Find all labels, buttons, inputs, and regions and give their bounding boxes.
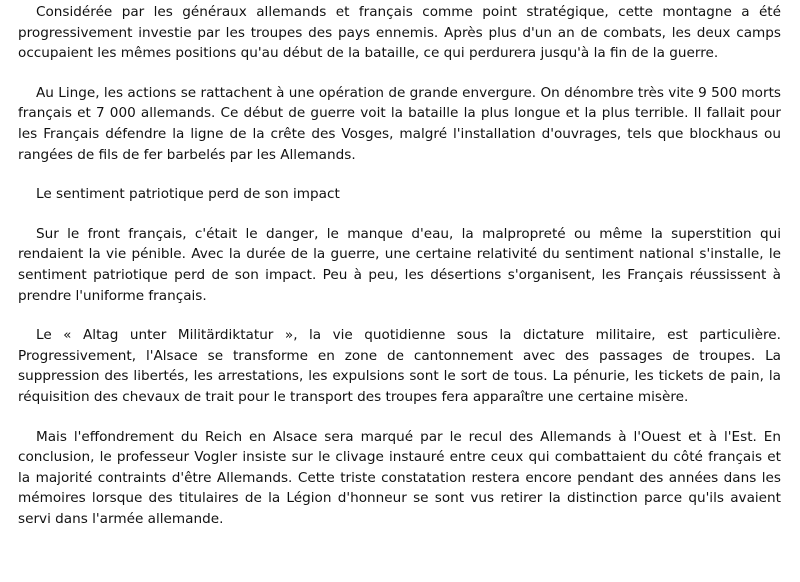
section-heading: Le sentiment patriotique perd de son impact [36, 186, 340, 203]
paragraph-strategic-mountain: Considérée par les généraux allemands et français comme point stratégique, cette montagne a été progressivement investie par les troupes des pays ennemis. Après plus d'un an de combats, les deux camps occupaient les mêmes positions qu'au début de la bataille, ce qui perdurera jusqu'à la fin de la guerre. [18, 4, 781, 62]
paragraph-reich-collapse: Mais l'effondrement du Reich en Alsace sera marqué par le recul des Allemands à l'Ouest et à l'Est. En conclusion, le professeur Vogler insiste sur le clivage instauré entre ceux qui combattaient du côté français et la majorité contraints d'être Allemands. Cette triste constatation restera encore pendant des années dans les mémoires lorsque des titulaires de la Légion d'honneur se sont vus retirer la distinction parce qu'ils avaient servi dans l'armée allemande. [18, 428, 781, 527]
paragraph-french-front: Sur le front français, c'était le danger, le manque d'eau, la malpropreté ou même la superstition qui rendaient la vie pénible. Avec la durée de la guerre, une certaine relativité du sentiment national s'installe, le sentiment patriotique perd de son impact. Peu à peu, les désertions s'organisent, les Français réussissent à prendre l'uniforme français. [18, 225, 781, 304]
paragraph-linge-battle: Au Linge, les actions se rattachent à une opération de grande envergure. On dénombre très vite 9 500 morts français et 7 000 allemands. Ce début de guerre voit la bataille la plus longue et la plus terrible. Il fallait pour les Français défendre la ligne de la crête des Vosges, malgré l'installation d'ouvrages, tels que blockhaus ou rangées de fils de fer barbelés par les Allemands. [18, 84, 781, 163]
document-body [18, 2, 781, 548]
paragraph-military-dictatorship: Le « Altag unter Militärdiktatur », la vie quotidienne sous la dictature militaire, est particulière. Progressivement, l'Alsace se transforme en zone de cantonnement avec des passages de troupes. La suppression des libertés, les arrestations, les expulsions sont le sort de tous. La pénurie, les tickets de pain, la réquisition des chevaux de trait pour le transport des troupes fera apparaître une certaine misère. [18, 327, 781, 405]
